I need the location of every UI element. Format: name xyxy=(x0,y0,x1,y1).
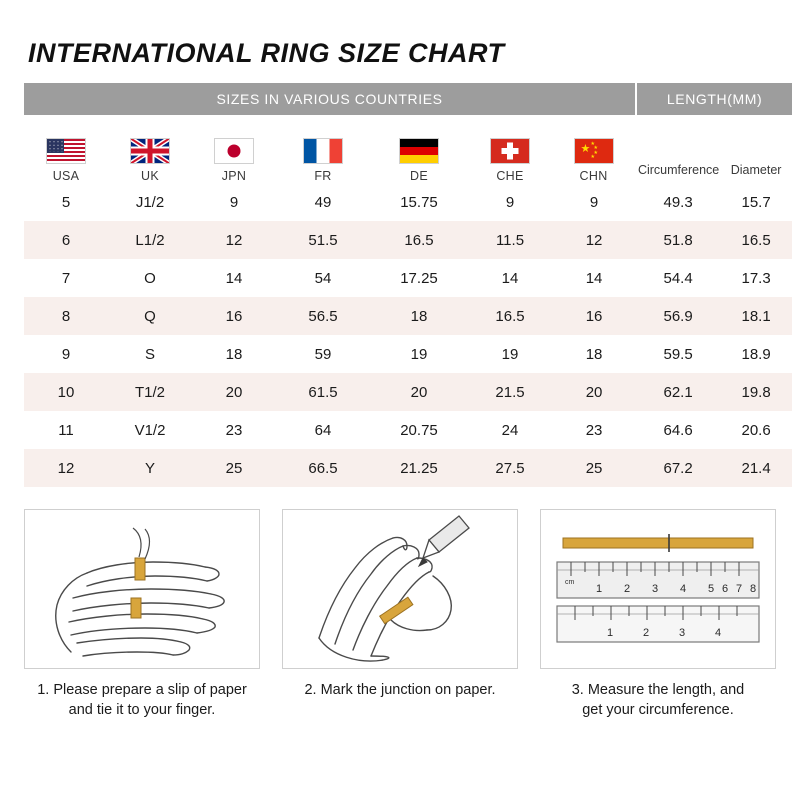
cell-usa: 12 xyxy=(24,449,108,487)
cell-jpn: 9 xyxy=(192,183,276,221)
china-flag-icon: ★ ★ ★ ★ ★ xyxy=(574,138,614,164)
cell-fr: 49 xyxy=(276,183,370,221)
germany-flag-icon xyxy=(399,138,439,164)
cell-circumference: 59.5 xyxy=(636,335,720,373)
country-code: UK xyxy=(141,169,159,183)
cell-diameter: 18.9 xyxy=(720,335,792,373)
column-header-jpn xyxy=(192,115,276,183)
cell-chn: 23 xyxy=(552,411,636,449)
cell-chn: 14 xyxy=(552,259,636,297)
cell-chn: 20 xyxy=(552,373,636,411)
cell-diameter: 19.8 xyxy=(720,373,792,411)
step-2 xyxy=(282,509,518,720)
column-header-uk xyxy=(108,115,192,183)
table-row xyxy=(24,411,792,449)
svg-text:cm: cm xyxy=(565,579,575,586)
step-3-caption: 3. Measure the length, and get your circumference. xyxy=(571,682,745,718)
cell-de: 20.75 xyxy=(370,411,468,449)
cell-diameter: 15.7 xyxy=(720,183,792,221)
group-header-row xyxy=(24,83,792,115)
france-flag-icon xyxy=(303,138,343,164)
table-row xyxy=(24,335,792,373)
cell-usa: 11 xyxy=(24,411,108,449)
cell-uk: V1/2 xyxy=(108,411,192,449)
cell-de: 15.75 xyxy=(370,183,468,221)
column-header-de xyxy=(370,115,468,183)
cell-fr: 64 xyxy=(276,411,370,449)
svg-text:4: 4 xyxy=(715,627,722,639)
country-code: FR xyxy=(314,169,332,183)
country-code: JPN xyxy=(221,169,247,183)
step-1-caption: 1. Please prepare a slip of paper and tie it to your finger. xyxy=(37,682,247,718)
group-header-length: LENGTH(MM) xyxy=(636,83,792,115)
table-row xyxy=(24,449,792,487)
cell-usa: 7 xyxy=(24,259,108,297)
cell-chn: 16 xyxy=(552,297,636,335)
cell-jpn: 16 xyxy=(192,297,276,335)
switzerland-flag-icon xyxy=(490,138,530,164)
svg-text:3: 3 xyxy=(679,627,686,639)
cell-fr: 54 xyxy=(276,259,370,297)
cell-circumference: 67.2 xyxy=(636,449,720,487)
table-row xyxy=(24,297,792,335)
cell-uk: L1/2 xyxy=(108,221,192,259)
cell-fr: 56.5 xyxy=(276,297,370,335)
ring-size-table xyxy=(24,83,792,487)
cell-de: 19 xyxy=(370,335,468,373)
paper-strip-on-ruler-illustration xyxy=(541,510,775,668)
table-row xyxy=(24,373,792,411)
column-header-diameter: Diameter xyxy=(720,115,792,183)
cell-jpn: 12 xyxy=(192,221,276,259)
svg-text:1: 1 xyxy=(607,627,614,639)
cell-che: 16.5 xyxy=(468,297,552,335)
cell-diameter: 16.5 xyxy=(720,221,792,259)
cell-usa: 10 xyxy=(24,373,108,411)
cell-chn: 25 xyxy=(552,449,636,487)
table-row xyxy=(24,259,792,297)
step-1-image-box xyxy=(24,509,260,669)
cell-usa: 5 xyxy=(24,183,108,221)
cell-uk: Y xyxy=(108,449,192,487)
hand-with-paper-strip-illustration xyxy=(25,510,259,668)
svg-text:2: 2 xyxy=(643,627,650,639)
step-1 xyxy=(24,509,260,720)
uk-flag-icon xyxy=(130,138,170,164)
column-header-usa xyxy=(24,115,108,183)
svg-text:7: 7 xyxy=(736,583,743,595)
cell-de: 18 xyxy=(370,297,468,335)
step-3 xyxy=(540,509,776,720)
column-header-circumference: Circumference xyxy=(636,115,720,183)
cell-che: 27.5 xyxy=(468,449,552,487)
cell-che: 24 xyxy=(468,411,552,449)
cell-circumference: 49.3 xyxy=(636,183,720,221)
cell-diameter: 18.1 xyxy=(720,297,792,335)
cell-diameter: 21.4 xyxy=(720,449,792,487)
svg-text:8: 8 xyxy=(750,583,757,595)
ring-size-table-body xyxy=(24,183,792,487)
cell-che: 21.5 xyxy=(468,373,552,411)
cell-fr: 59 xyxy=(276,335,370,373)
column-header-chn xyxy=(552,115,636,183)
table-row xyxy=(24,183,792,221)
cell-fr: 51.5 xyxy=(276,221,370,259)
svg-text:2: 2 xyxy=(624,583,631,595)
table-row xyxy=(24,221,792,259)
column-header-che xyxy=(468,115,552,183)
step-2-image-box xyxy=(282,509,518,669)
cell-fr: 61.5 xyxy=(276,373,370,411)
cell-chn: 18 xyxy=(552,335,636,373)
cell-circumference: 56.9 xyxy=(636,297,720,335)
cell-uk: T1/2 xyxy=(108,373,192,411)
cell-usa: 9 xyxy=(24,335,108,373)
page-title: INTERNATIONAL RING SIZE CHART xyxy=(28,38,505,68)
cell-uk: S xyxy=(108,335,192,373)
country-code: DE xyxy=(410,169,428,183)
svg-text:3: 3 xyxy=(652,583,659,595)
cell-jpn: 18 xyxy=(192,335,276,373)
cell-jpn: 14 xyxy=(192,259,276,297)
country-code: CHE xyxy=(496,169,524,183)
svg-text:5: 5 xyxy=(708,583,715,595)
cell-usa: 8 xyxy=(24,297,108,335)
cell-circumference: 64.6 xyxy=(636,411,720,449)
cell-che: 19 xyxy=(468,335,552,373)
cell-che: 9 xyxy=(468,183,552,221)
cell-diameter: 20.6 xyxy=(720,411,792,449)
country-code: USA xyxy=(52,169,80,183)
cell-che: 11.5 xyxy=(468,221,552,259)
cell-uk: O xyxy=(108,259,192,297)
step-2-caption: 2. Mark the junction on paper. xyxy=(304,682,496,698)
cell-circumference: 62.1 xyxy=(636,373,720,411)
instruction-steps xyxy=(24,509,776,720)
japan-flag-icon xyxy=(214,138,254,164)
cell-de: 16.5 xyxy=(370,221,468,259)
svg-text:1: 1 xyxy=(596,583,603,595)
svg-text:6: 6 xyxy=(722,583,729,595)
cell-usa: 6 xyxy=(24,221,108,259)
group-header-countries: SIZES IN VARIOUS COUNTRIES xyxy=(24,83,636,115)
cell-uk: J1/2 xyxy=(108,183,192,221)
cell-de: 20 xyxy=(370,373,468,411)
cell-diameter: 17.3 xyxy=(720,259,792,297)
cell-uk: Q xyxy=(108,297,192,335)
cell-de: 17.25 xyxy=(370,259,468,297)
column-header-row xyxy=(24,115,792,183)
cell-jpn: 23 xyxy=(192,411,276,449)
cell-chn: 12 xyxy=(552,221,636,259)
cell-circumference: 51.8 xyxy=(636,221,720,259)
cell-jpn: 25 xyxy=(192,449,276,487)
cell-circumference: 54.4 xyxy=(636,259,720,297)
cell-chn: 9 xyxy=(552,183,636,221)
hand-marking-paper-with-pen-illustration xyxy=(283,510,517,668)
svg-text:4: 4 xyxy=(680,583,687,595)
country-code: CHN xyxy=(579,169,608,183)
cell-che: 14 xyxy=(468,259,552,297)
step-3-image-box xyxy=(540,509,776,669)
cell-jpn: 20 xyxy=(192,373,276,411)
column-header-fr xyxy=(276,115,370,183)
cell-de: 21.25 xyxy=(370,449,468,487)
us-flag-icon xyxy=(46,138,86,164)
cell-fr: 66.5 xyxy=(276,449,370,487)
